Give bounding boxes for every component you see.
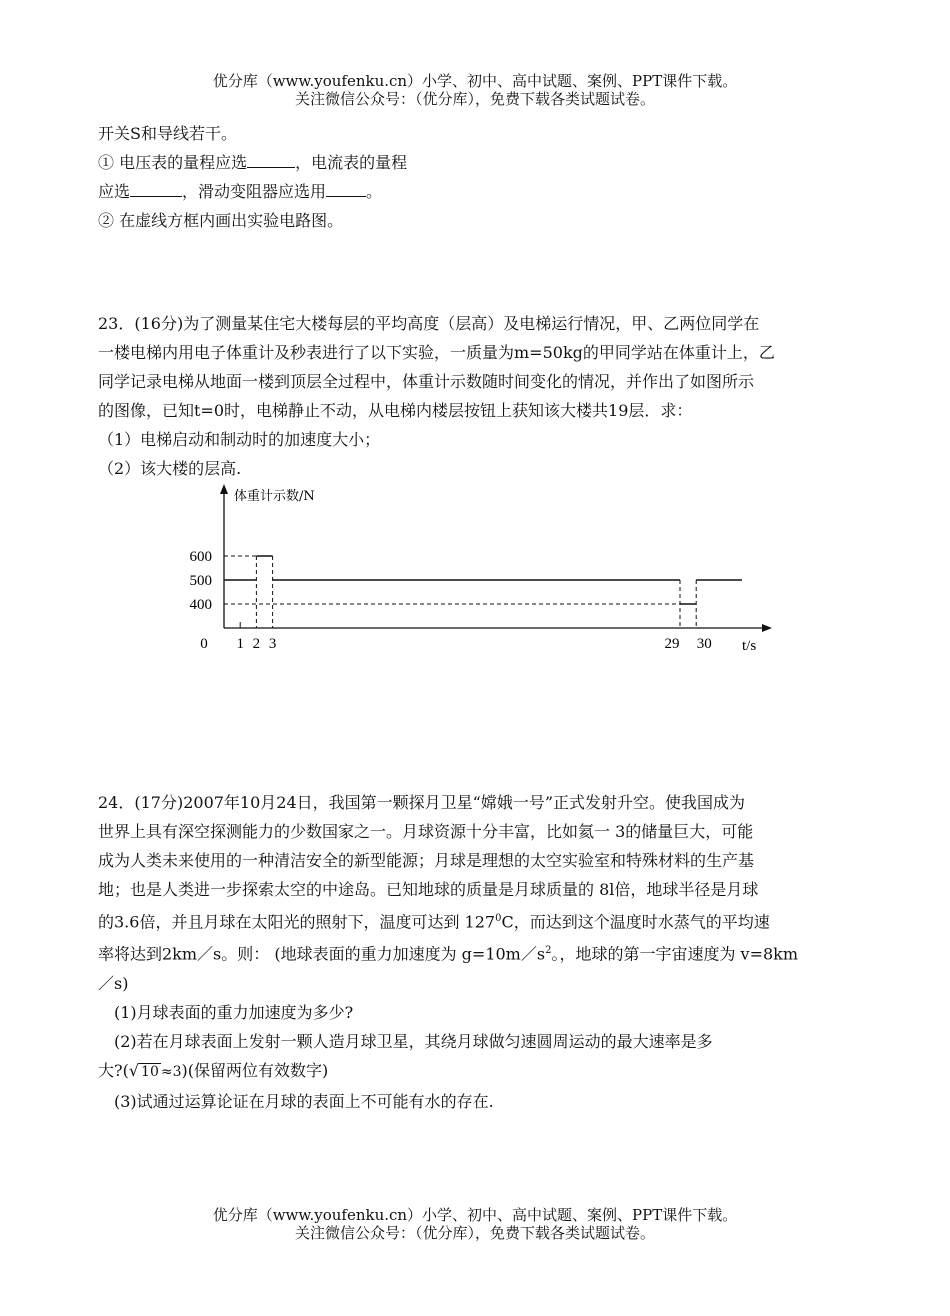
question-24 <box>98 788 858 1116</box>
y-tick-600: 600 <box>189 549 212 565</box>
footer-line-2: 关注微信公众号：（优分库），免费下载各类试题试卷。 <box>294 1224 655 1242</box>
scale-reading-chart <box>180 478 780 663</box>
footer-line-1: 优分库（www.youfenku.cn）小学、初中、高中试题、案例、PPT课件下载。 <box>212 1206 738 1224</box>
q23-line-1: 23．(16分)为了测量某住宅大楼每层的平均高度（层高）及电梯运行情况，甲、乙两位同学在 <box>98 314 760 333</box>
header-line-2: 关注微信公众号：（优分库），免费下载各类试题试卷。 <box>294 90 655 108</box>
q24-line-6: 率将达到2km／s。则： (地球表面的重力加速度为 $g=10m/s^2$。，地球的第一宇宙速度为 v=8km <box>98 944 799 964</box>
y-tick-500: 500 <box>189 573 212 589</box>
q24-line-5: 的3.6倍，并且月球在太阳光的照射下，温度可达到 $127^0C$，而达到这个温度时水蒸气的平均速 <box>98 912 770 932</box>
page-footer <box>0 1206 950 1242</box>
x-tick-1: 1 <box>236 636 244 652</box>
q23-line-2: 一楼电梯内用电子体重计及秒表进行了以下实验，一质量为m=50kg的甲同学站在体重计上，乙 <box>98 343 775 362</box>
q22-line-3: 应选 ，滑动变阻器应选用 。 <box>98 177 858 206</box>
y-tick-400: 400 <box>189 597 212 613</box>
x-tick-3: 3 <box>268 636 277 652</box>
rheostat-blank <box>326 179 366 197</box>
q22-line-2: ① 电压表的量程应选 ，电流表的量程 <box>98 148 858 177</box>
q24-line-1: 24．(17分)2007年10月24日，我国第一颗探月卫星“嫦娥一号”正式发射升空。使我国成为 <box>98 793 746 812</box>
x-axis-label: t/s <box>742 638 757 654</box>
ammeter-range-blank <box>130 179 182 197</box>
page-header <box>0 72 950 108</box>
q23-sub-2: （2）该大楼的层高. <box>98 459 242 478</box>
q22-line-1: 开关S和导线若干。 <box>98 124 237 143</box>
y-axis-label: 体重计示数/N <box>234 489 315 504</box>
q23-line-3: 同学记录电梯从地面一楼到顶层全过程中，体重计示数随时间变化的情况，并作出了如图所示 <box>98 372 755 391</box>
q24-sub-1: (1)月球表面的重力加速度为多少? <box>114 1002 354 1022</box>
q24-line-7: ／s) <box>98 973 129 993</box>
y-axis-arrow <box>220 484 228 494</box>
question-23 <box>98 309 858 483</box>
q24-sub-2b: 大?(√ 10 ≈3)(保留两位有效数字) <box>98 1056 858 1087</box>
q23-sub-1: （1）电梯启动和制动时的加速度大小； <box>98 430 381 449</box>
x-tick-30: 30 <box>696 636 712 652</box>
q24-sub-2a: (2)若在月球表面上发射一颗人造月球卫星，其绕月球做匀速圆周运动的最大速率是多 <box>114 1031 713 1051</box>
question-22-continued <box>98 119 858 235</box>
header-line-1: 优分库（www.youfenku.cn）小学、初中、高中试题、案例、PPT课件下载。 <box>212 72 738 90</box>
x-tick-29: 29 <box>664 636 680 652</box>
q24-sub-3: (3)试通过运算论证在月球的表面上不可能有水的存在. <box>114 1091 494 1111</box>
q24-line-4: 地；也是人类进一步探索太空的中途岛。已知地球的质量是月球质量的 8l倍，地球半径是月球 <box>98 880 759 899</box>
q24-line-3: 成为人类未来使用的一种清洁安全的新型能源；月球是理想的太空实验室和特殊材料的生产基 <box>98 851 755 870</box>
q24-line-2: 世界上具有深空探测能力的少数国家之一。月球资源十分丰富，比如氦一 3的储量巨大，可能 <box>98 822 754 841</box>
x-tick-2: 2 <box>252 636 261 652</box>
voltmeter-range-blank <box>247 150 295 168</box>
q22-line-4: ② 在虚线方框内画出实验电路图。 <box>98 211 344 230</box>
x-tick-0: 0 <box>200 636 208 652</box>
q23-line-4: 的图像，已知t=0时，电梯静止不动，从电梯内楼层按钮上获知该大楼共19层．求： <box>98 401 693 420</box>
x-axis-arrow <box>762 624 772 632</box>
sqrt-ten-expression: √ 10 <box>128 1060 159 1080</box>
